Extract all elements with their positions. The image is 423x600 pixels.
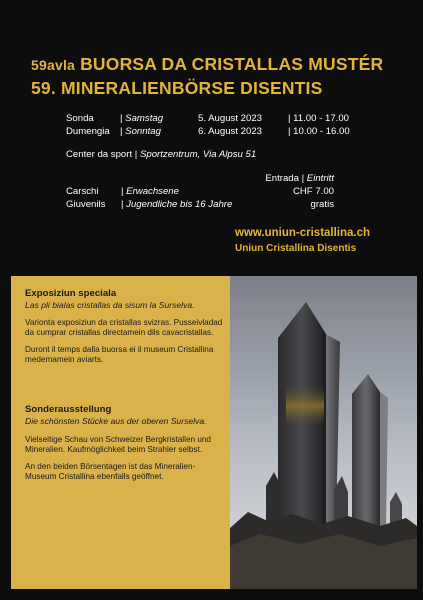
- website-link[interactable]: www.uniun-cristallina.ch: [235, 227, 371, 239]
- fees-header: Entrada | Eintritt: [265, 173, 334, 184]
- title-german: 59. MINERALIENBÖRSE DISENTIS: [31, 78, 323, 98]
- venue-romansh: Center da sport: [66, 149, 133, 160]
- date: 5. August 2023: [198, 113, 263, 124]
- romansh-paragraph: Varionta exposiziun da cristallas svizras. Pusseivladad da cumprar cristallas directamein dils cavacristallas.: [25, 317, 223, 338]
- romansh-heading: Exposiziun speciala: [25, 288, 117, 299]
- time: | 10.00 - 16.00: [288, 126, 350, 137]
- day-romansh: Dumengia: [66, 126, 110, 137]
- day-german-text: Samstag: [125, 113, 164, 124]
- day-romansh: Sonda: [66, 113, 94, 124]
- romansh-paragraph: Duront il temps dalla buorsa ei il museum Cristallina medemamein aviarts.: [25, 344, 214, 365]
- exhibition-panel: [11, 276, 417, 589]
- fee-row: Carschi | Erwachsene CHF 7.00: [66, 186, 334, 197]
- fees: [66, 172, 334, 211]
- fee-category-romansh: Carschi: [66, 186, 99, 197]
- organizer: Uniun Cristallina Disentis: [235, 243, 357, 254]
- day-german: | Samstag: [120, 113, 164, 124]
- german-subtitle: Die schönsten Stücke aus der oberen Surselva.: [25, 416, 207, 426]
- fee-category-german: Jugendliche bis 16 Jahre: [126, 199, 233, 210]
- fee-price: gratis: [310, 199, 334, 210]
- venue-german: Sportzentrum, Via Alpsu 51: [139, 149, 257, 160]
- german-paragraph: Vielseitige Schau von Schweizer Bergkristallen und Mineralien. Kaufmöglichkeit beim Strahler selbst.: [25, 434, 211, 455]
- title-romansh-prefix: 59avla: [31, 57, 76, 73]
- day-german: | Sonntag: [120, 126, 161, 137]
- romansh-subtitle: Las pli bialas cristallas da sisum la Surselva.: [25, 300, 195, 310]
- german-heading: Sonderausstellung: [25, 404, 112, 415]
- fees-header-german: Eintritt: [306, 173, 334, 184]
- time: | 11.00 - 17.00: [288, 113, 349, 124]
- day-german-text: Sonntag: [125, 126, 161, 137]
- crystal-reflection: [286, 386, 324, 426]
- german-section: [25, 404, 225, 482]
- fees-header-romansh: Entrada: [265, 173, 299, 184]
- venue: Center da sport | Sportzentrum, Via Alpsu 51: [66, 149, 257, 160]
- schedule: [66, 112, 350, 138]
- romansh-section: [25, 288, 225, 365]
- fee-category-german: Erwachsene: [126, 186, 179, 197]
- title-romansh: [31, 54, 383, 75]
- date: 6. August 2023: [198, 126, 263, 137]
- fee-price: CHF 7.00: [292, 186, 334, 197]
- crystal-photo: [230, 276, 417, 589]
- schedule-row: [66, 125, 350, 138]
- fee-category-romansh: Giuvenils: [66, 199, 106, 210]
- title-romansh-main: BUORSA DA CRISTALLAS MUSTÉR: [80, 54, 384, 74]
- crystal-illustration: [230, 276, 417, 589]
- crystal-right: [352, 374, 380, 528]
- german-paragraph: An den beiden Börsentagen ist das Mineralien-Museum Cristallina ebenfalls geöffnet.: [25, 461, 196, 482]
- fee-row: Giuvenils | Jugendliche bis 16 Jahre gratis: [66, 199, 334, 210]
- schedule-row: [66, 112, 350, 125]
